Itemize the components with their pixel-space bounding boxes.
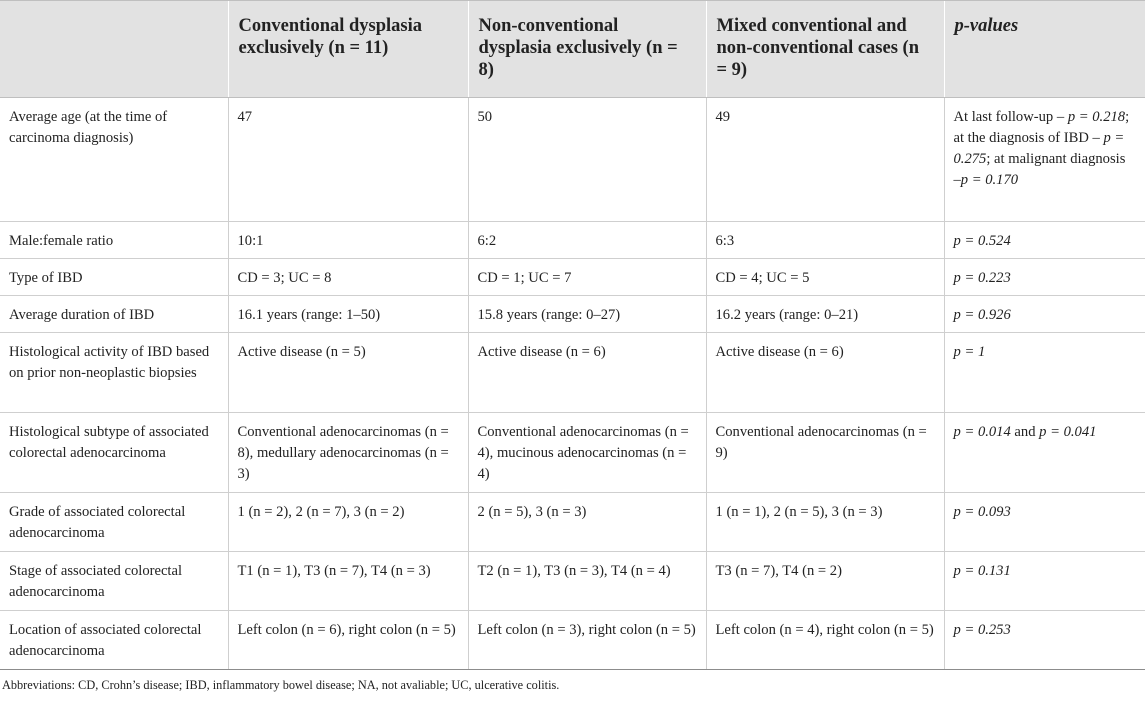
cell-p-value: At last follow-up – p = 0.218; at the diagnosis of IBD – p = 0.275; at malignant diagnosis –p = 0.170 — [944, 98, 1145, 222]
row-label: Grade of associated colorectal adenocarcinoma — [0, 493, 228, 552]
table-row — [0, 333, 1145, 413]
row-label: Average age (at the time of carcinoma diagnosis) — [0, 98, 228, 222]
cell-mixed: 6:3 — [706, 222, 944, 259]
header-cell-blank — [0, 1, 228, 98]
row-label: Type of IBD — [0, 259, 228, 296]
cell-mixed: 1 (n = 1), 2 (n = 5), 3 (n = 3) — [706, 493, 944, 552]
cell-p-value: p = 1 — [944, 333, 1145, 413]
cell-non-conventional: 6:2 — [468, 222, 706, 259]
cell-conventional: 47 — [228, 98, 468, 222]
table-row — [0, 259, 1145, 296]
cell-non-conventional: Left colon (n = 3), right colon (n = 5) — [468, 611, 706, 670]
header-p-values: p-values — [944, 1, 1145, 98]
cell-non-conventional: 15.8 years (range: 0–27) — [468, 296, 706, 333]
cell-mixed: T3 (n = 7), T4 (n = 2) — [706, 552, 944, 611]
cell-p-value: p = 0.131 — [944, 552, 1145, 611]
cell-p-value: p = 0.253 — [944, 611, 1145, 670]
cell-mixed: Active disease (n = 6) — [706, 333, 944, 413]
cell-conventional: Conventional adenocarcinomas (n = 8), medullary adenocarcinomas (n = 3) — [228, 413, 468, 493]
table-row — [0, 552, 1145, 611]
row-label: Histological subtype of associated colorectal adenocarcinoma — [0, 413, 228, 493]
cell-conventional: 16.1 years (range: 1–50) — [228, 296, 468, 333]
cell-mixed: Conventional adenocarcinomas (n = 9) — [706, 413, 944, 493]
table-row — [0, 222, 1145, 259]
cell-non-conventional: 2 (n = 5), 3 (n = 3) — [468, 493, 706, 552]
cell-non-conventional: T2 (n = 1), T3 (n = 3), T4 (n = 4) — [468, 552, 706, 611]
row-label: Stage of associated colorectal adenocarcinoma — [0, 552, 228, 611]
row-label: Male:female ratio — [0, 222, 228, 259]
cell-mixed: 49 — [706, 98, 944, 222]
row-label: Average duration of IBD — [0, 296, 228, 333]
cell-p-value: p = 0.014 and p = 0.041 — [944, 413, 1145, 493]
table-footnote: Abbreviations: CD, Crohn’s disease; IBD, inflammatory bowel disease; NA, not avaliable; UC, ulcerative colitis. — [2, 678, 560, 692]
cell-conventional: 1 (n = 2), 2 (n = 7), 3 (n = 2) — [228, 493, 468, 552]
cell-non-conventional: CD = 1; UC = 7 — [468, 259, 706, 296]
row-label: Location of associated colorectal adenocarcinoma — [0, 611, 228, 670]
cell-p-value: p = 0.093 — [944, 493, 1145, 552]
table-row — [0, 611, 1145, 670]
row-label: Histological activity of IBD based on prior non-neoplastic biopsies — [0, 333, 228, 413]
table-row — [0, 413, 1145, 493]
cell-mixed: CD = 4; UC = 5 — [706, 259, 944, 296]
cell-conventional: CD = 3; UC = 8 — [228, 259, 468, 296]
cell-non-conventional: Conventional adenocarcinomas (n = 4), mucinous adenocarcinomas (n = 4) — [468, 413, 706, 493]
header-non-conventional: Non-conventional dysplasia exclusively (n = 8) — [468, 1, 706, 98]
cell-non-conventional: Active disease (n = 6) — [468, 333, 706, 413]
header-mixed: Mixed conventional and non-conventional cases (n = 9) — [706, 1, 944, 98]
cell-non-conventional: 50 — [468, 98, 706, 222]
cell-conventional: Left colon (n = 6), right colon (n = 5) — [228, 611, 468, 670]
table-row — [0, 493, 1145, 552]
cell-p-value: p = 0.524 — [944, 222, 1145, 259]
cell-conventional: T1 (n = 1), T3 (n = 7), T4 (n = 3) — [228, 552, 468, 611]
table-row — [0, 296, 1145, 333]
cell-conventional: 10:1 — [228, 222, 468, 259]
cell-mixed: Left colon (n = 4), right colon (n = 5) — [706, 611, 944, 670]
header-conventional: Conventional dysplasia exclusively (n = 11) — [228, 1, 468, 98]
cell-p-value: p = 0.223 — [944, 259, 1145, 296]
table-header-row — [0, 1, 1145, 98]
cell-mixed: 16.2 years (range: 0–21) — [706, 296, 944, 333]
table-row — [0, 98, 1145, 222]
cell-p-value: p = 0.926 — [944, 296, 1145, 333]
cell-conventional: Active disease (n = 5) — [228, 333, 468, 413]
